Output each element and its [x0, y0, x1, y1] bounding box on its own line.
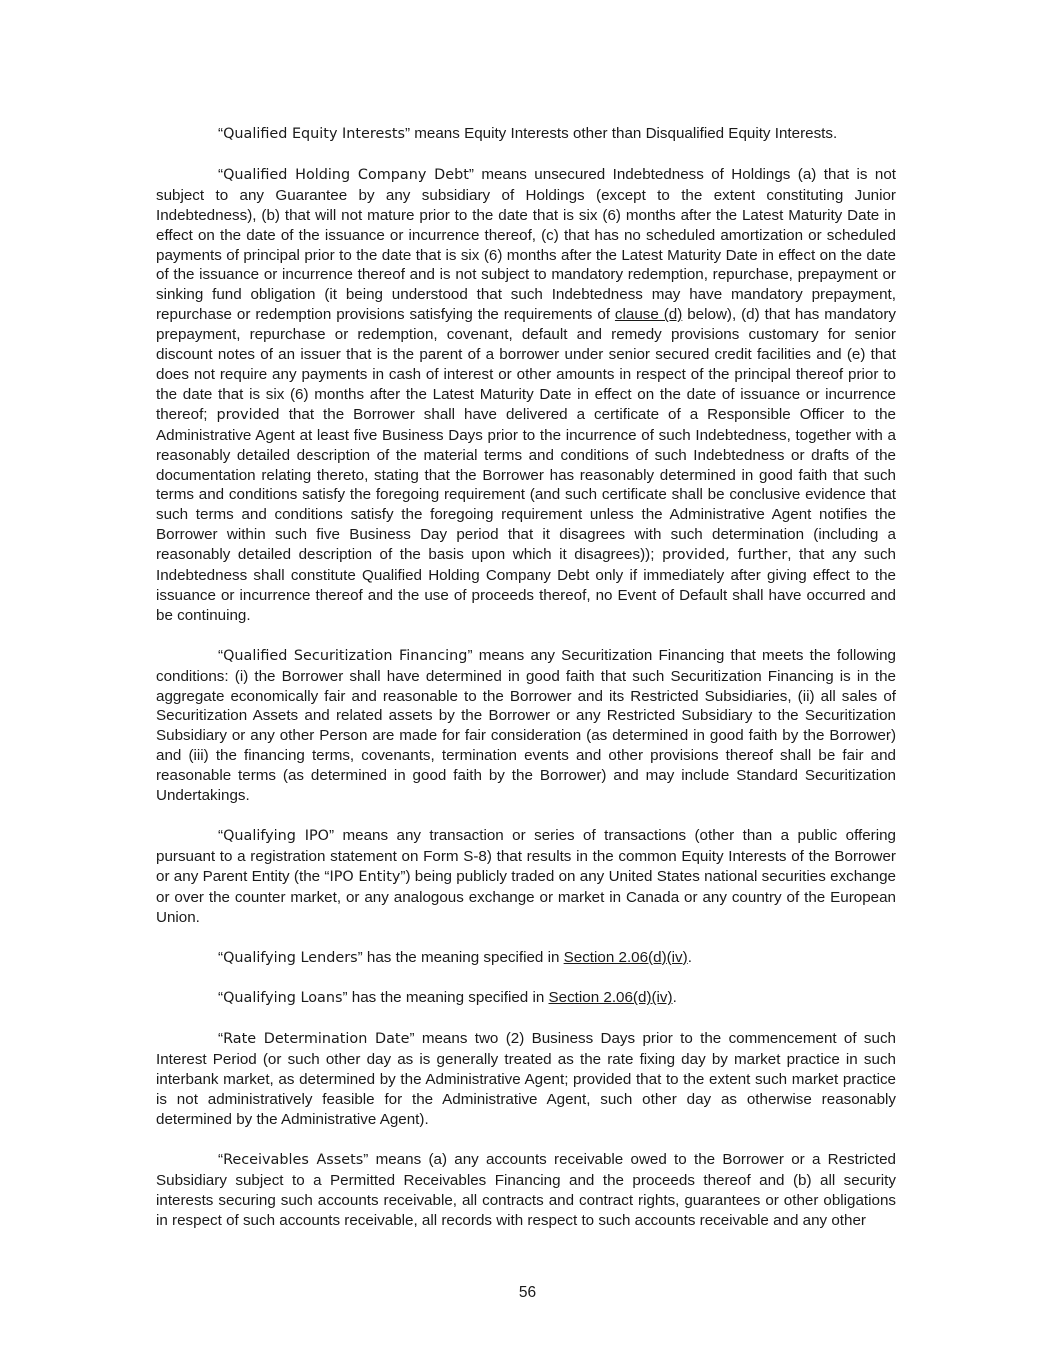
definition-text: ”) being publicly traded on any United States national securities exchange or over the counter market, or any analogous exchange or market in Canada or any country of the European Union. [156, 867, 896, 926]
defined-term: Qualified Equity Interests [223, 126, 405, 142]
emphasized-text: provided, further [661, 547, 788, 564]
defined-term: Receivables Assets [223, 1151, 364, 1168]
definition-text: has the meaning specified in [366, 948, 564, 966]
definition-text: means (a) any accounts receivable owed to the Borrower or a Restricted Subsidiary subject to a Permitted Receivables Financing and the proceeds thereof and (b) all security interests securing such accounts receivable, all contracts and contract rights, guarantees or other obligations in respect of such accounts receivable, all records with respect to such accounts receivable and any other [156, 1150, 897, 1229]
defined-term: Qualifying Lenders [223, 949, 358, 966]
definition-text: means any Securitization Financing that meets the following conditions: (i) the Borrower shall have determined in good faith that such Securitization Financing is in the aggregate economically fair and reasonable to the Borrower and its Restricted Subsidiaries, (ii) all sales of Securitization Assets and related assets by the Borrower or any Restricted Subsidiary to the Securitization Subsidiary or any other Person are made for fair consideration (as determined in good faith by the Borrower) and (iii) the financing terms, covenants, termination events and other provisions thereof shall be fair and reasonable terms (as determined in good faith by the Borrower) and may include Standard Securitization Undertakings. [156, 646, 896, 805]
definitions-body [156, 124, 896, 1251]
defined-term: Rate Determination Date [223, 1031, 410, 1048]
page-number: 56 [518, 1284, 537, 1301]
emphasized-text: provided [216, 406, 280, 423]
definition-text: has the meaning specified in [351, 989, 549, 1007]
definition-text: that the Borrower shall have delivered a certificate of a Responsible Officer to the Administrative Agent at least five Business Days prior to the incurrence of such Indebtedness, together with a reasonably detailed description of the material terms and conditions of such Indebtedness or drafts of the documentation relating thereto, stating that the Borrower has reasonably determined in good faith that such terms and conditions satisfy the foregoing requirement (and such certificate shall be conclusive evidence that such terms and conditions satisfy the foregoing requirement unless the Administrative Agent notifies the Borrower within such five Business Day period that it disagrees with such determination (including a reasonably detailed description of the basis upon which it disagrees)); [156, 405, 896, 564]
definition-text: . [672, 989, 677, 1007]
definition-text: . [687, 948, 692, 966]
definition-text: means unsecured Indebtedness of Holdings (a) that is not subject to any Guarantee by any subsidiary of Holdings (except to the extent constituting Junior Indebtedness), (b) that will not mature prior to the date that is six (6) months after the Latest Maturity Date in effect on the date of the issuance or incurrence thereof, (c) that has no scheduled amortization or scheduled payments of principal prior to the date that is six (6) months after the Latest Maturity Date in effect on the date of the issuance or incurrence thereof and is not subject to mandatory redemption, repurchase, prepayment or sinking fund obligation (it being understood that such Indebtedness may have mandatory prepayment, repurchase or redemption provisions satisfying the requirements of [156, 165, 896, 324]
definition-text: means two (2) Business Days prior to the commencement of such Interest Period (or such other day as is generally treated as the rate fixing day by market practice in such interbank market, as determined by the Administrative Agent; provided that to the extent such market practice is not administratively feasible for the Administrative Agent, such other day as otherwise reasonably determined by the Administrative Agent). [156, 1030, 897, 1128]
definition-paragraph: “Qualified Equity Interests” means Equity Interests other than Disqualified Equity Interests. [218, 125, 838, 142]
emphasized-text: IPO Entity [329, 868, 401, 885]
definition-paragraph: “Qualifying Loans” has the meaning specified in Section 2.06(d)(iv). [218, 989, 677, 1007]
definition-paragraph: “Receivables Assets” means (a) any accounts receivable owed to the Borrower or a Restricted Subsidiary subject to a Permitted Receivables Financing and the proceeds thereof and (b) all security interests securing such accounts receivable, all contracts and contract rights, guarantees or other obligations in respect of such accounts receivable, all records with respect to such accounts receivable and any other [156, 1150, 897, 1229]
definition-text: below), (d) that has mandatory prepayment, repurchase or redemption, covenant, default and remedy provisions customary for senior discount notes of an issuer that is the parent of a borrower under senior secured credit facilities and (e) that does not require any payments in cash of interest or other amounts in respect of the principal thereof prior to the date that is six (6) months after the Latest Maturity Date in effect on the date of issuance or incurrence thereof; [156, 306, 896, 423]
cross-reference: clause (d) [614, 306, 683, 324]
cross-reference: Section 2.06(d)(iv) [548, 989, 673, 1007]
cross-reference: Section 2.06(d)(iv) [563, 948, 688, 966]
definition-text: , that any such Indebtedness shall constitute Qualified Holding Company Debt only if immediately after giving effect to the issuance or incurrence thereof and the use of proceeds thereof, no Event of Default shall have occurred and be continuing. [156, 546, 896, 624]
defined-term: Qualifying IPO [223, 828, 329, 844]
definition-paragraph: “Qualified Holding Company Debt” means unsecured Indebtedness of Holdings (a) that is not subject to any Guarantee by any subsidiary of Holdings (except to the extent constituting Junior Indebtedness), (b) that will not mature prior to the date that is six (6) months after the Latest Maturity Date in effect on the date of the issuance or incurrence thereof, (c) that has no scheduled amortization or scheduled payments of principal prior to the date that is six (6) months after the Latest Maturity Date in effect on the date of the issuance or incurrence thereof and is not subject to mandatory redemption, repurchase, prepayment or sinking fund obligation (it being understood that such Indebtedness may have mandatory prepayment, repurchase or redemption provisions satisfying the requirements of clause (d) below), (d) that has mandatory prepayment, repurchase or redemption, covenant, default and remedy provisions customary for senior discount notes of an issuer that is the parent of a borrower under senior secured credit facilities and (e) that does not require any payments in cash of interest or other amounts in respect of the principal thereof prior to the date that is six (6) months after the Latest Maturity Date in effect on the date of issuance or incurrence thereof; provided that the Borrower shall have delivered a certificate of a Responsible Officer to the Administrative Agent at least five Business Days prior to the incurrence of such Indebtedness, together with a reasonably detailed description of the material terms and conditions of such Indebtedness or drafts of the documentation relating thereto, stating that the Borrower has reasonably determined in good faith that such terms and conditions satisfy the foregoing requirement (and such certificate shall be conclusive evidence that such terms and conditions satisfy the foregoing requirement unless the Administrative Agent notifies the Borrower within such five Business Day period that it disagrees with such determination (including a reasonably detailed description of the basis upon which it disagrees)); provided, further, that any such Indebtedness shall constitute Qualified Holding Company Debt only if immediately after giving effect to the issuance or incurrence thereof and the use of proceeds thereof, no Event of Default shall have occurred and be continuing. [156, 165, 896, 624]
definition-paragraph: “Rate Determination Date” means two (2) Business Days prior to the commencement of such Interest Period (or such other day as is generally treated as the rate fixing day by market practice in such interbank market, as determined by the Administrative Agent; provided that to the extent such market practice is not administratively feasible for the Administrative Agent, such other day as otherwise reasonably determined by the Administrative Agent). [156, 1030, 897, 1128]
defined-term: Qualified Securitization Financing [223, 647, 468, 664]
defined-term: Qualified Holding Company Debt [223, 166, 469, 183]
definition-paragraph: “Qualified Securitization Financing” means any Securitization Financing that meets the following conditions: (i) the Borrower shall have determined in good faith that such Securitization Financing is in the aggregate economically fair and reasonable to the Borrower and its Restricted Subsidiaries, (ii) all sales of Securitization Assets and related assets by the Borrower or any Restricted Subsidiary to the Securitization Subsidiary or any other Person are made for fair consideration (as determined in good faith by the Borrower) and (iii) the financing terms, covenants, termination events and other provisions thereof shall be fair and reasonable terms (as determined in good faith by the Borrower) and may include Standard Securitization Undertakings. [156, 646, 896, 805]
definition-paragraph: “Qualifying Lenders” has the meaning specified in Section 2.06(d)(iv). [218, 948, 692, 966]
defined-term: Qualifying Loans [223, 990, 343, 1007]
definition-paragraph: “Qualifying IPO” means any transaction or series of transactions (other than a public offering pursuant to a registration statement on Form S-8) that results in the common Equity Interests of the Borrower or any Parent Entity (the “IPO Entity”) being publicly traded on any United States national securities exchange or over the counter market, or any analogous exchange or market in Canada or any country of the European Union. [156, 827, 897, 926]
definition-text: means Equity Interests other than Disqualified Equity Interests. [414, 125, 838, 142]
definition-text: means any transaction or series of transactions (other than a public offering pursuant to a registration statement on Form S-8) that results in the common Equity Interests of the Borrower or any Parent Entity (the “ [156, 827, 897, 885]
